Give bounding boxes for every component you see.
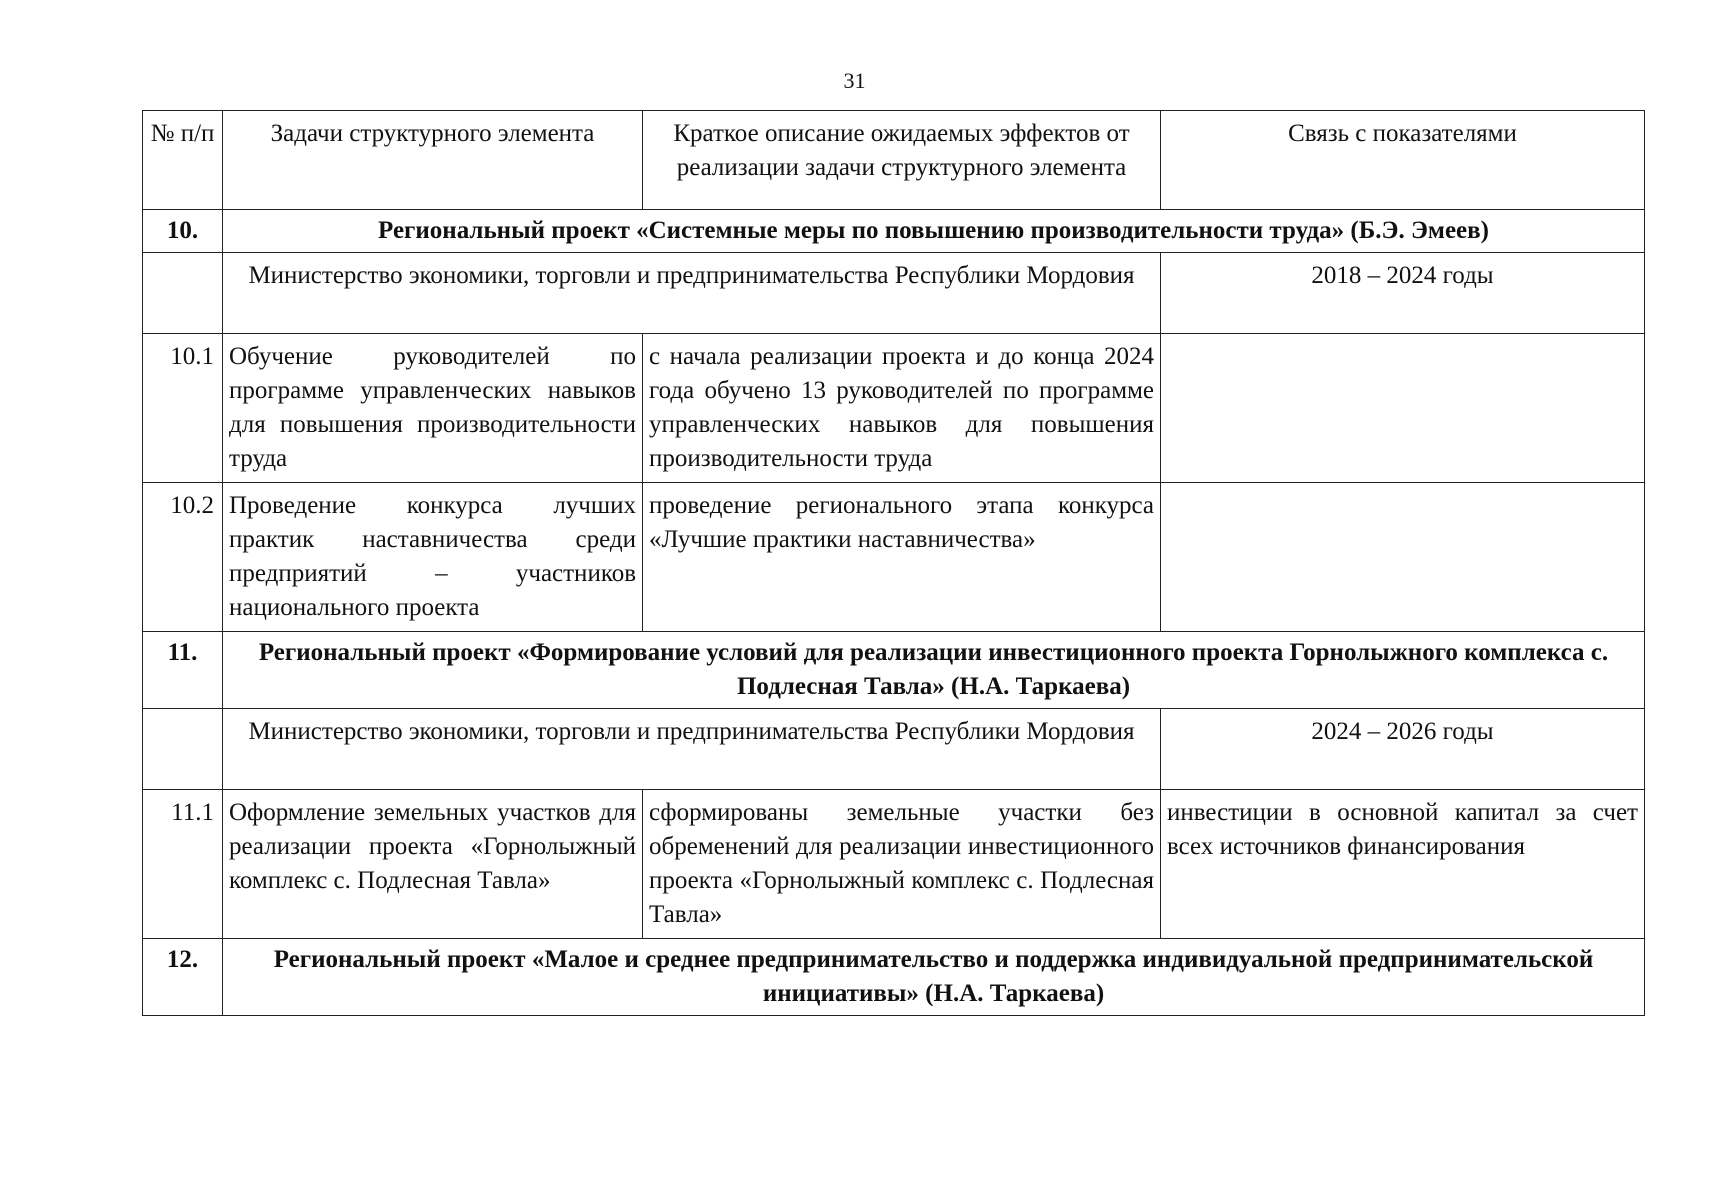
- indicator-cell: инвестиции в основной капитал за счет всех источников финансирования: [1161, 790, 1645, 939]
- page-number: 31: [843, 68, 866, 93]
- header-indicators: Связь с показателями: [1161, 111, 1645, 210]
- section-row: [143, 939, 1645, 1016]
- task-cell: Обучение руководителей по программе управленческих навыков для повышения производительности труда: [223, 334, 643, 483]
- task-cell: Проведение конкурса лучших практик наставничества среди предприятий – участников национального проекта: [223, 483, 643, 632]
- responsible-ministry: Министерство экономики, торговли и предпринимательства Республики Мордовия: [223, 253, 1161, 334]
- table-row: [143, 483, 1645, 632]
- section-number: 11.: [143, 632, 223, 709]
- section-number: 10.: [143, 210, 223, 253]
- section-row: [143, 210, 1645, 253]
- header-tasks: Задачи структурного элемента: [223, 111, 643, 210]
- row-number: 10.2: [143, 483, 223, 632]
- structural-elements-table: [142, 110, 1645, 1016]
- section-title: Региональный проект «Малое и среднее предпринимательство и поддержка индивидуальной предпринимательской инициативы» (Н.А. Таркаева): [223, 939, 1645, 1016]
- effect-cell: сформированы земельные участки без обременений для реализации инвестиционного проекта «Горнолыжный комплекс с. Подлесная Тавла»: [643, 790, 1161, 939]
- indicator-cell: [1161, 334, 1645, 483]
- implementation-period: 2018 – 2024 годы: [1161, 253, 1645, 334]
- header-number: № п/п: [143, 111, 223, 210]
- task-cell: Оформление земельных участков для реализации проекта «Горнолыжный комплекс с. Подлесная Тавла»: [223, 790, 643, 939]
- section-title: Региональный проект «Формирование условий для реализации инвестиционного проекта Горнолыжного комплекса с. Подлесная Тавла» (Н.А. Таркаева): [223, 632, 1645, 709]
- empty-cell: [143, 253, 223, 334]
- empty-cell: [143, 709, 223, 790]
- effect-cell: проведение регионального этапа конкурса «Лучшие практики наставничества»: [643, 483, 1161, 632]
- effect-cell: с начала реализации проекта и до конца 2024 года обучено 13 руководителей по программе управленческих навыков для повышения производительности труда: [643, 334, 1161, 483]
- table-row: [143, 790, 1645, 939]
- table-row: [143, 334, 1645, 483]
- section-title: Региональный проект «Системные меры по повышению производительности труда» (Б.Э. Эмеев): [223, 210, 1645, 253]
- section-row: [143, 632, 1645, 709]
- ministry-row: [143, 709, 1645, 790]
- row-number: 10.1: [143, 334, 223, 483]
- row-number: 11.1: [143, 790, 223, 939]
- implementation-period: 2024 – 2026 годы: [1161, 709, 1645, 790]
- header-effects: Краткое описание ожидаемых эффектов от реализации задачи структурного элемента: [643, 111, 1161, 210]
- responsible-ministry: Министерство экономики, торговли и предпринимательства Республики Мордовия: [223, 709, 1161, 790]
- section-number: 12.: [143, 939, 223, 1016]
- indicator-cell: [1161, 483, 1645, 632]
- table-header-row: [143, 111, 1645, 210]
- ministry-row: [143, 253, 1645, 334]
